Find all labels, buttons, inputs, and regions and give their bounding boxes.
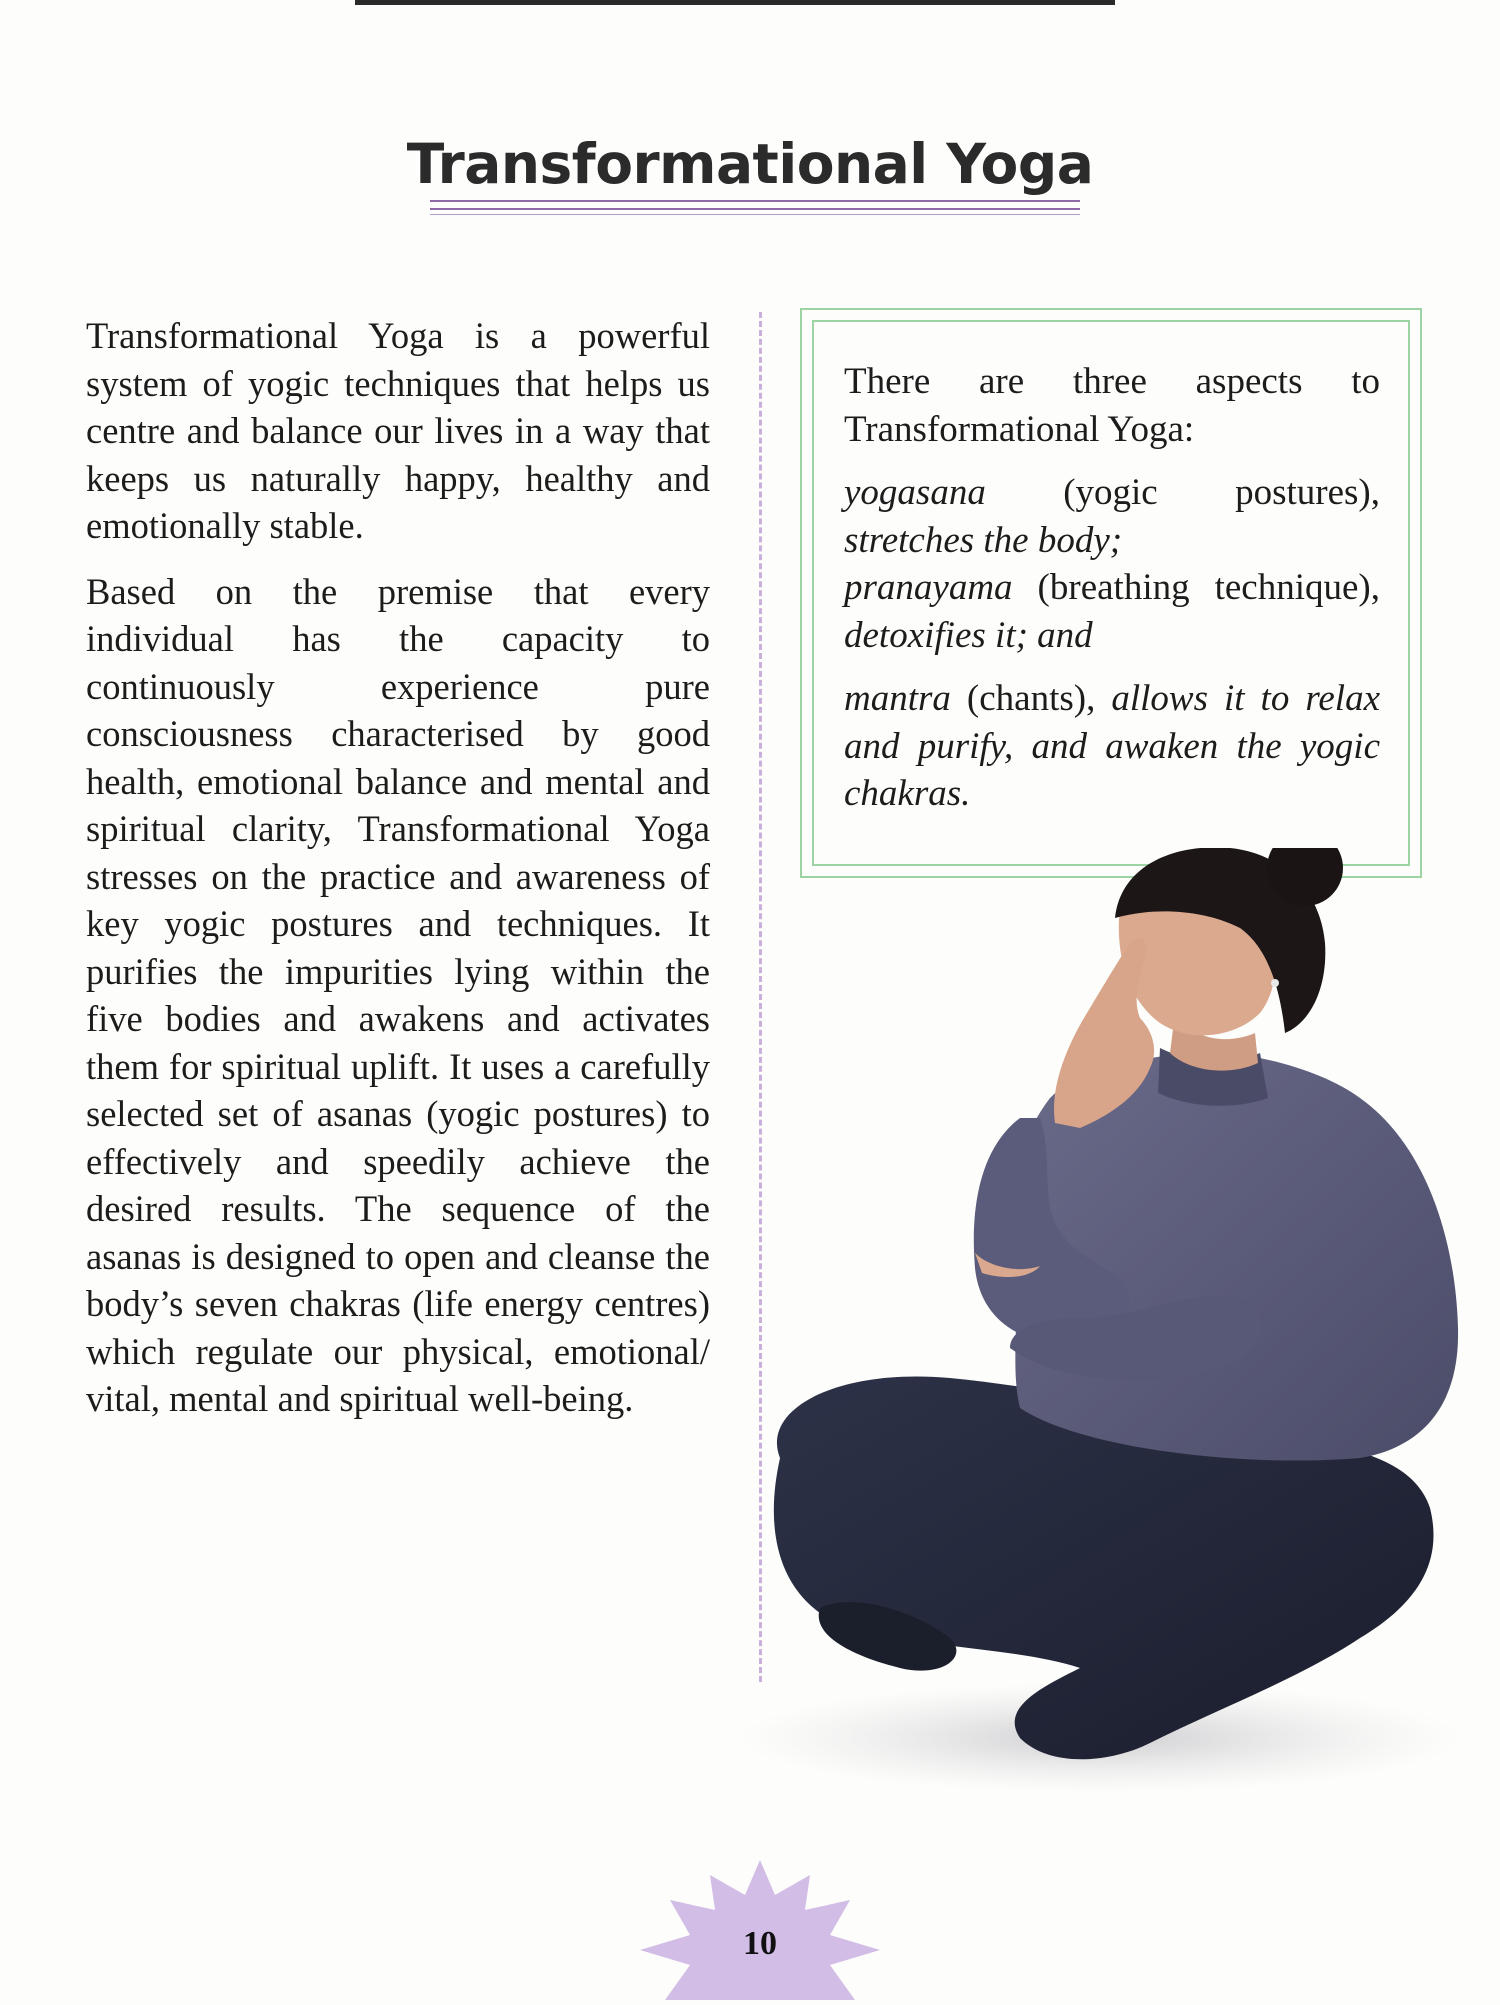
- aspect-gloss: (breathing technique),: [1012, 567, 1380, 608]
- body-paragraph: Transformational Yoga is a powerful system of yogic techniques that helps us centre and balance our lives in a way that keeps us naturally happy, healthy and emotionally stable.: [86, 315, 710, 546]
- aspect-term: yogasana: [844, 472, 986, 513]
- aspect-effect: allows it to relax and purify, and awaken the yogic chakras.: [844, 678, 1380, 814]
- top-edge-strip: [355, 0, 1115, 5]
- aspects-box: [844, 358, 1380, 834]
- page-title: Transformational Yoga: [406, 132, 1094, 196]
- yoga-pose-photo: [720, 848, 1480, 1848]
- aspect-item: [844, 469, 1380, 659]
- title-underline-third: [430, 214, 1080, 215]
- aspect-term: pranayama: [844, 567, 1013, 608]
- aspect-gloss: (yogic postures),: [985, 472, 1380, 513]
- aspect-gloss: (chants),: [950, 678, 1112, 719]
- aspect-item: [844, 675, 1380, 818]
- title-underline-second: [430, 208, 1080, 210]
- title-underline: [430, 200, 1080, 202]
- aspect-effect: detoxifies it; and: [844, 614, 1093, 656]
- body-text-column: [86, 312, 710, 1441]
- earring: [1271, 979, 1279, 987]
- aspect-effect: stretches the body;: [844, 519, 1123, 561]
- aspect-term: mantra: [844, 678, 951, 719]
- page-number: 10: [743, 1925, 777, 1962]
- aspects-intro: There are three aspects to Transformational Yoga:: [844, 361, 1380, 450]
- body-paragraph: Based on the premise that every individual has the capacity to continuously experience pure consciousness characterised by good health, emotional balance and mental and spiritual clarity, Transformational Yoga stresses on the practice and awareness of key yogic postures and techniques. It purifies the impurities lying within the five bodies and awakens and activates them for spiritual uplift. It uses a carefully selected set of asanas (yogic postures) to effectively and speedily achieve the desired results. The sequence of the asanas is designed to open and cleanse the body’s seven chakras (life energy centres) which regulate our physical, emotional/ vital, mental and spiritual well-being.: [86, 570, 710, 1419]
